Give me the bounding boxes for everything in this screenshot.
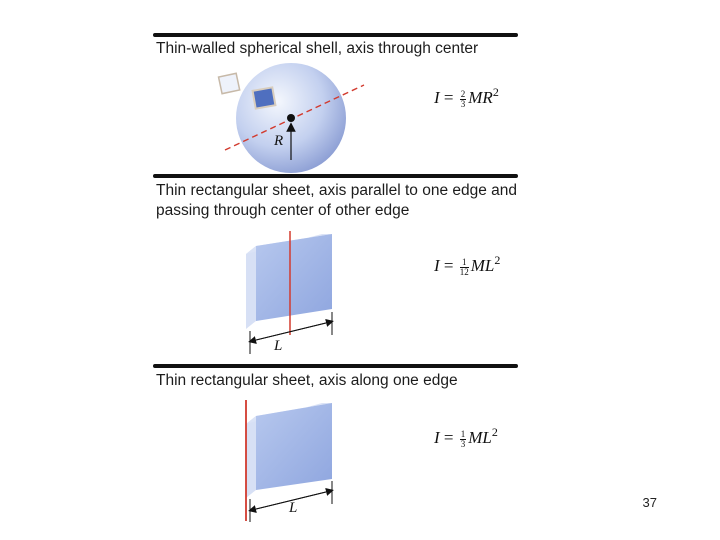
formula-2 <box>434 253 500 277</box>
formula-3 <box>434 425 498 449</box>
formula-3-lhs: I <box>434 428 440 447</box>
formula-1-denominator: 3 <box>460 98 466 109</box>
formula-3-equals: = <box>443 428 454 447</box>
formula-2-numerator: 1 <box>460 258 469 268</box>
formula-1-lhs: I <box>434 88 440 107</box>
formula-1-exponent: 2 <box>492 85 499 99</box>
formula-3-numerator: 1 <box>460 428 466 439</box>
formula-3-variables: ML <box>468 428 492 447</box>
formula-3-fraction <box>460 430 467 449</box>
formula-3-exponent: 2 <box>491 425 498 439</box>
shell-cutout-piece <box>219 73 240 93</box>
formula-2-exponent: 2 <box>494 253 501 267</box>
section-2-heading: Thin rectangular sheet, axis parallel to one edge and passing through center of other edge <box>156 182 518 219</box>
formula-1 <box>434 85 499 109</box>
sheet-3-front-face <box>256 403 332 490</box>
formula-1-equals: = <box>443 88 454 107</box>
section-3-heading: Thin rectangular sheet, axis along one edge <box>156 372 458 389</box>
section-divider-3 <box>153 364 518 368</box>
section-1-heading: Thin-walled spherical shell, axis through center <box>156 40 479 57</box>
sheet-3-length-label: L <box>289 500 298 516</box>
sheet-2-front-face <box>256 234 332 321</box>
sheet-center-axis <box>246 231 332 354</box>
formula-2-equals: = <box>443 256 454 275</box>
formula-1-variables: MR <box>468 88 493 107</box>
formula-2-variables: ML <box>470 256 495 275</box>
radius-label: R <box>274 133 284 149</box>
shell-cutout-hole <box>253 87 276 108</box>
formula-1-fraction <box>460 90 467 109</box>
sheet-2-dim-arrow-left <box>252 322 330 341</box>
formula-2-lhs: I <box>434 256 440 275</box>
spherical-shell <box>219 63 364 173</box>
formula-2-denominator: 12 <box>459 266 469 277</box>
page-number: 37 <box>642 495 657 510</box>
formula-3-denominator: 3 <box>460 438 466 449</box>
shell-center-point <box>287 114 295 122</box>
sheet-2-side-face <box>246 246 256 329</box>
formula-1-numerator: 2 <box>460 88 466 99</box>
sheet-2-length-label: L <box>274 338 283 354</box>
formula-2-fraction <box>460 258 469 277</box>
section-divider-2 <box>153 174 518 178</box>
sheet-3-side-face <box>246 416 256 498</box>
